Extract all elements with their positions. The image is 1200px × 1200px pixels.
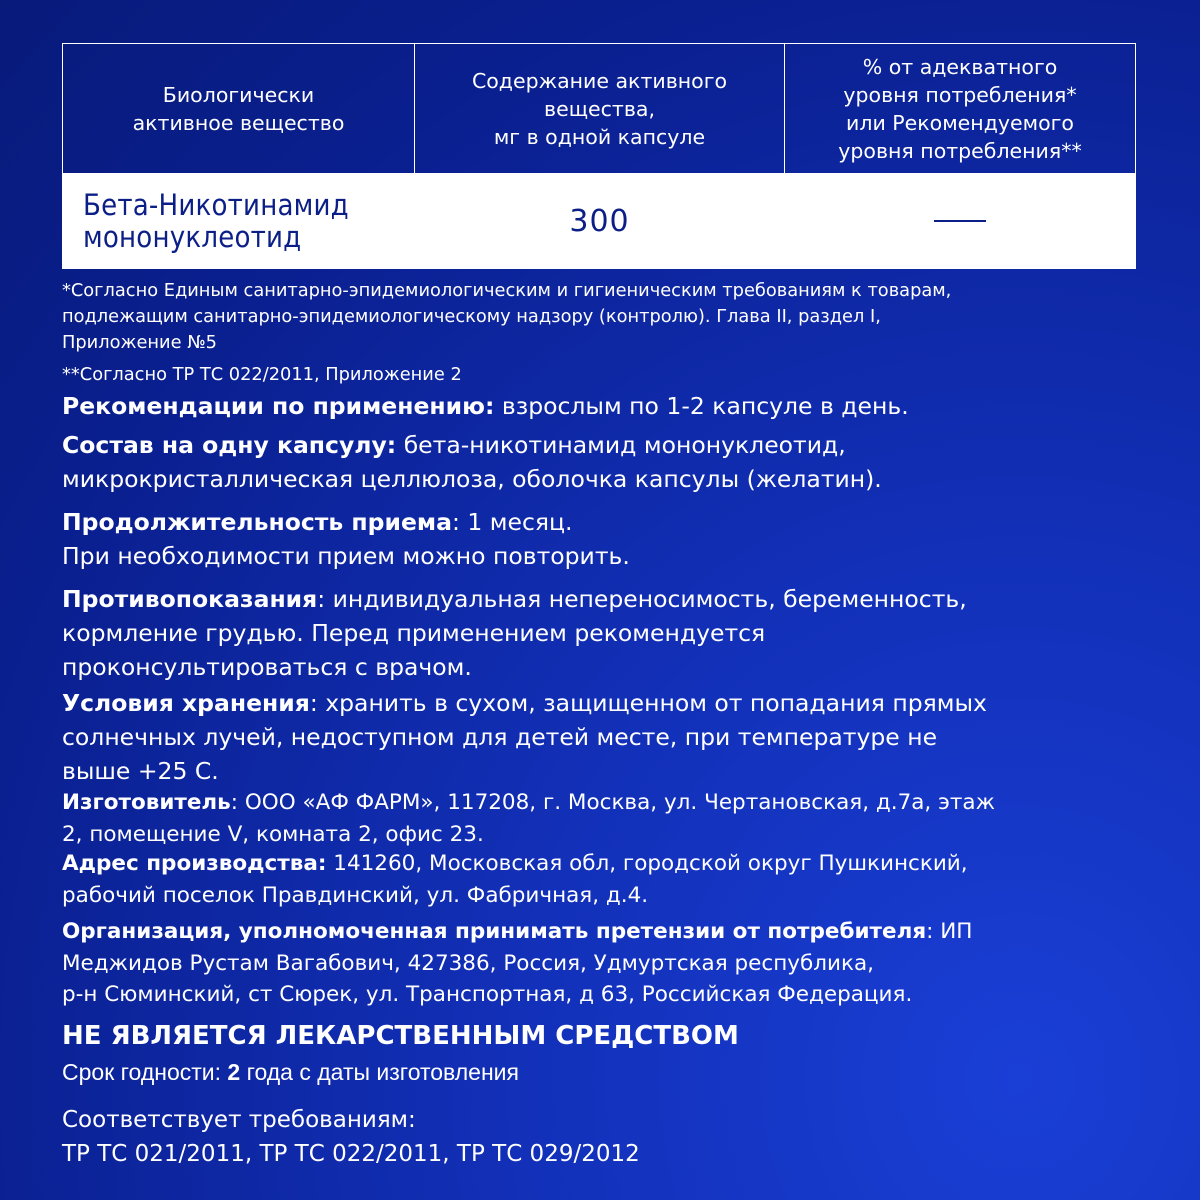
- composition-section: Состав на одну капсулу: бета-никотинамид мононуклеотид, микрокристаллическая целлюлоза, оболочка капсулы (желатин).: [62, 431, 882, 493]
- footnote-1: *Согласно Единым санитарно-эпидемиологическим и гигиеническим требованиям к товарам, подлежащим санитарно-эпидемиологическому надзору (контролю). Глава II, раздел I, Приложение №5: [62, 280, 952, 353]
- nutrition-table: [62, 43, 1136, 269]
- percent-value: [785, 174, 1135, 268]
- usage-section: Рекомендации по применению: взрослым по 1-2 капсуле в день.: [62, 392, 909, 420]
- substance-name: Бета-Никотинамид мононуклеотид: [63, 174, 415, 268]
- duration-section: Продолжительность приема: 1 месяц. При необходимости прием можно повторить.: [62, 508, 630, 570]
- claims-section: Организация, уполномоченная принимать претензии от потребителя: ИП Меджидов Рустам Вагабович, 427386, Россия, Удмуртская республика, р-н Сюминский, ст Сюрек, ул. Транспортная, д 63, Российская Федерация.: [62, 919, 973, 1007]
- not-medicine-warning: НЕ ЯВЛЯЕТСЯ ЛЕКАРСТВЕННЫМ СРЕДСТВОМ: [62, 1021, 739, 1051]
- footnotes: [62, 278, 1142, 388]
- production-section: Адрес производства: 141260, Московская обл, городской округ Пушкинский, рабочий поселок Правдинский, ул. Фабричная, д.4.: [62, 851, 968, 908]
- header-content: Содержание активного вещества, мг в одной капсуле: [415, 44, 785, 174]
- footnote-2: **Согласно ТР ТС 022/2011, Приложение 2: [62, 364, 462, 385]
- contraindications-section: Противопоказания: индивидуальная непереносимость, беременность, кормление грудью. Перед применением рекомендуется проконсультироваться с врачом.: [62, 585, 967, 681]
- header-percent: % от адекватного уровня потребления* или Рекомендуемого уровня потребления**: [785, 44, 1135, 174]
- substance-amount: 300: [415, 174, 785, 268]
- dash-icon: [934, 220, 986, 222]
- compliance: Соответствует требованиям: ТР ТС 021/2011, ТР ТС 022/2011, ТР ТС 029/2012: [62, 1107, 640, 1167]
- storage-section: Условия хранения: хранить в сухом, защищенном от попадания прямых солнечных лучей, недоступном для детей месте, при температуре не выше +25 С.: [62, 689, 987, 785]
- manufacturer-section: Изготовитель: ООО «АФ ФАРМ», 117208, г. Москва, ул. Чертановская, д.7а, этаж 2, помещение V, комната 2, офис 23.: [62, 790, 995, 847]
- shelf-life: Срок годности: 2 года с даты изготовления: [62, 1059, 519, 1085]
- header-substance: Биологически активное вещество: [63, 44, 415, 174]
